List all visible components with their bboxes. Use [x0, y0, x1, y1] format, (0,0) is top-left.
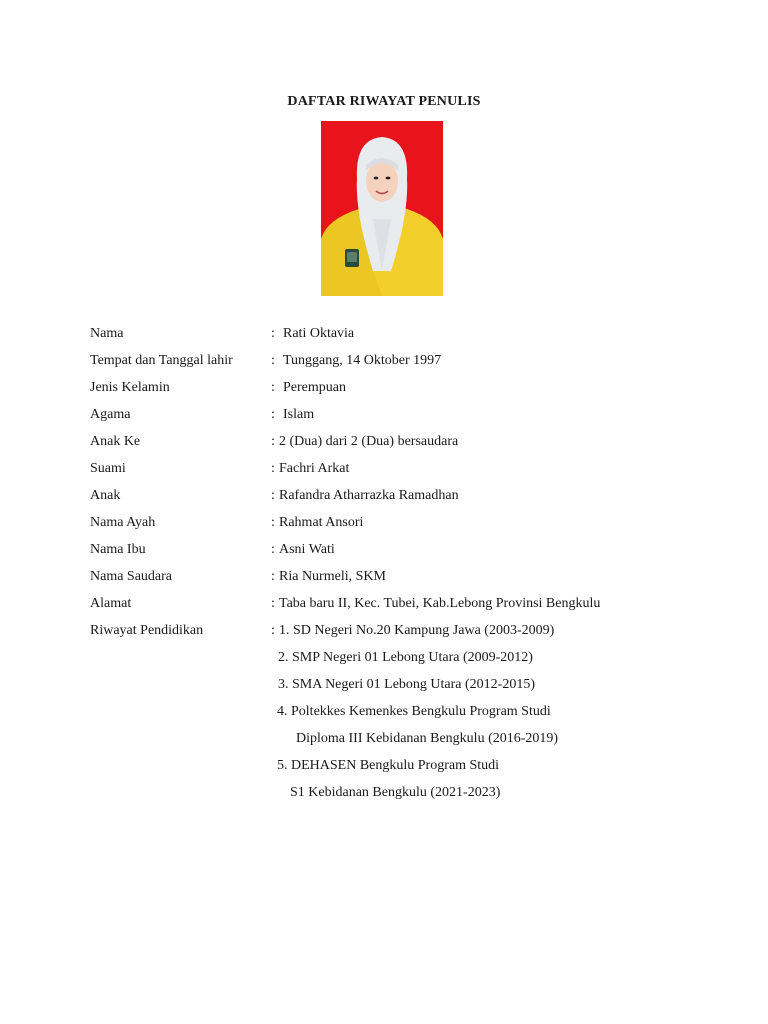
separator: : [271, 407, 275, 422]
row-nama-ayah [90, 513, 710, 540]
value-anak-ke: 2 (Dua) dari 2 (Dua) bersaudara [279, 434, 459, 449]
label-nama: Nama [90, 326, 124, 341]
separator: : [271, 515, 275, 530]
education-item: Diploma III Kebidanan Bengkulu (2016-2019) [296, 731, 559, 746]
label-anak: Anak [90, 488, 121, 503]
education-item: 5. DEHASEN Bengkulu Program Studi [277, 758, 500, 773]
row-nama [90, 324, 710, 351]
separator: : [271, 380, 275, 395]
value-anak: Rafandra Atharrazka Ramadhan [279, 488, 459, 503]
label-jenis-kelamin: Jenis Kelamin [90, 380, 170, 395]
value-nama-saudara: Ria Nurmeli, SKM [279, 569, 386, 584]
value-riwayat-pendidikan: 1. SD Negeri No.20 Kampung Jawa (2003-2009) [279, 623, 555, 638]
separator: : [271, 623, 275, 638]
education-item: 2. SMP Negeri 01 Lebong Utara (2009-2012) [278, 650, 533, 665]
value-nama: Rati Oktavia [283, 326, 355, 341]
value-tempat-tanggal-lahir: Tunggang, 14 Oktober 1997 [283, 353, 442, 368]
education-item: 3. SMA Negeri 01 Lebong Utara (2012-2015) [278, 677, 536, 692]
row-tempat-tanggal-lahir [90, 351, 710, 378]
value-agama: Islam [283, 407, 315, 422]
row-jenis-kelamin [90, 378, 710, 405]
row-alamat [90, 594, 710, 621]
separator: : [271, 434, 275, 449]
value-nama-ibu: Asni Wati [279, 542, 335, 557]
row-nama-ibu [90, 540, 710, 567]
education-item: 4. Poltekkes Kemenkes Bengkulu Program Studi [277, 704, 551, 719]
row-anak [90, 486, 710, 513]
value-suami: Fachri Arkat [279, 461, 350, 476]
separator: : [271, 542, 275, 557]
value-jenis-kelamin: Perempuan [283, 380, 346, 395]
label-alamat: Alamat [90, 596, 132, 611]
separator: : [271, 461, 275, 476]
row-agama [90, 405, 710, 432]
label-suami: Suami [90, 461, 126, 476]
biodata-list [90, 324, 710, 648]
separator: : [271, 326, 275, 341]
value-alamat: Taba baru II, Kec. Tubei, Kab.Lebong Provinsi Bengkulu [279, 596, 601, 611]
value-nama-ayah: Rahmat Ansori [279, 515, 364, 530]
label-nama-saudara: Nama Saudara [90, 569, 173, 584]
label-riwayat-pendidikan: Riwayat Pendidikan [90, 623, 204, 638]
label-tempat-tanggal-lahir: Tempat dan Tanggal lahir [90, 353, 233, 368]
author-photo [321, 121, 443, 296]
separator: : [271, 353, 275, 368]
separator: : [271, 569, 275, 584]
row-anak-ke [90, 432, 710, 459]
separator: : [271, 596, 275, 611]
separator: : [271, 488, 275, 503]
education-item: S1 Kebidanan Bengkulu (2021-2023) [290, 785, 501, 800]
row-suami [90, 459, 710, 486]
label-nama-ibu: Nama Ibu [90, 542, 146, 557]
label-anak-ke: Anak Ke [90, 434, 141, 449]
label-agama: Agama [90, 407, 131, 422]
row-riwayat-pendidikan [90, 621, 710, 648]
row-nama-saudara [90, 567, 710, 594]
document-title: DAFTAR RIWAYAT PENULIS [287, 94, 481, 109]
label-nama-ayah: Nama Ayah [90, 515, 156, 530]
